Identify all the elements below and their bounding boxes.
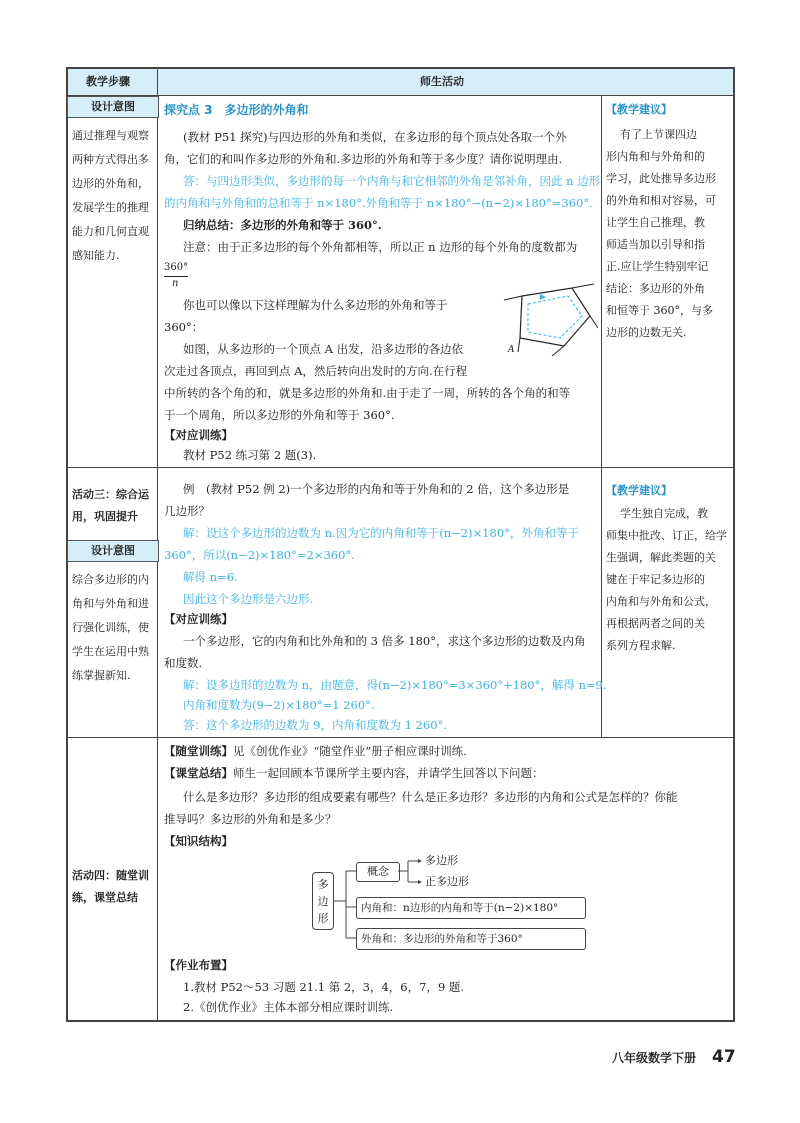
paragraph-2: 360°：	[164, 320, 204, 334]
training-label: 【对应训练】	[164, 428, 233, 442]
training-solution: 答：这个多边形的边数为 9，内角和度数为 1 260°.	[183, 718, 447, 732]
activity4-label: 活动四：随堂训	[72, 869, 149, 882]
structure-label: 【知识结构】	[164, 834, 233, 848]
header-divider	[66, 95, 734, 96]
polygon-walk-figure	[502, 276, 598, 356]
note-fraction-den: n	[172, 278, 179, 289]
footer-book-title: 八年级数学下册	[612, 1051, 697, 1065]
homework-label: 【作业布置】	[164, 958, 233, 972]
example-text: 几边形？	[164, 504, 210, 518]
design-intent-label: 设计意图	[67, 96, 159, 118]
concept-item: 多边形	[425, 854, 458, 867]
design-intent-label: 设计意图	[67, 540, 159, 562]
interior-angle-box: 内角和：n边形的内角和等于(n−2)×180°	[356, 897, 586, 919]
paragraph-3: 如图，从多边形的一个顶点 A 出发，沿多边形的各边依	[183, 342, 464, 356]
solution-text: 因此这个多边形是六边形.	[183, 592, 314, 606]
paragraph-2: 你也可以像以下这样理解为什么多边形的外角和等于	[183, 298, 448, 312]
page-number: 47	[712, 1047, 736, 1067]
table-border-bottom	[66, 1020, 734, 1022]
note-fraction-num: 360°	[164, 262, 189, 273]
table-header-bg	[66, 67, 733, 96]
training-label: 【对应训练】	[164, 612, 233, 626]
training-text: 和度数.	[164, 656, 203, 670]
teaching-suggestion-label: 【教学建议】	[606, 103, 672, 116]
training-text: 一个多边形，它的内角和比外角和的 3 倍多 180°，求这个多边形的边数及内角	[183, 634, 586, 648]
training-solution: 解：设多边形的边数为 n，由题意，得(n−2)×180°=3×360°+180°，解得 n=9.	[183, 678, 607, 692]
activity3-label: 用，巩固提升	[72, 510, 138, 523]
paragraph-3: 于一个周角，所以多边形的外角和等于 360°.	[164, 408, 395, 422]
sugg-divider-row1	[601, 96, 602, 467]
concept-item: 正多边形	[425, 875, 469, 888]
summary-text: 归纳总结：多边形的外角和等于 360°.	[183, 218, 382, 232]
homework-item: 2.《创优作业》主体本部分相应课时训练.	[183, 1000, 394, 1014]
answer-text: 的内角和与外角和的总和等于 n×180°.外角和等于 n×180°−(n−2)×180°=360°.	[164, 196, 593, 210]
answer-text: 答：与四边形类似，多边形的每一个内角与和它相邻的外角是邻补角，因此 n 边形	[183, 174, 601, 188]
question-text: 什么是多边形？多边形的组成要素有哪些？什么是正多边形？多边形的内角和公式是怎样的？你能	[183, 790, 678, 804]
solution-text: 解得 n=6.	[183, 570, 238, 584]
concept-box: 概念	[356, 862, 400, 882]
activity3-label: 活动三：综合运	[72, 488, 149, 501]
paragraph-1: (教材 P51 探究)与四边形的外角和类似，在多边形的每个顶点处各取一个外	[183, 130, 567, 144]
structure-root-box: 多 边 形	[312, 872, 334, 930]
table-border-top	[66, 67, 734, 69]
solution-text: 解：设这个多边形的边数为 n.因为它的内角和等于(n−2)×180°，外角和等于	[183, 526, 579, 540]
activity4-label: 练，课堂总结	[72, 891, 138, 904]
row2-divider	[66, 737, 734, 738]
class-summary-line: 【课堂总结】师生一起回顾本节课所学主要内容，并请学生回答以下问题：	[164, 766, 544, 780]
training-text: 教材 P52 练习第 2 题(3).	[183, 448, 317, 462]
header-activity: 师生活动	[420, 75, 464, 88]
svg-text:A: A	[508, 345, 515, 355]
homework-item: 1.教材 P52～53 习题 21.1 第 2，3，4，6，7，9 题.	[183, 980, 465, 994]
paragraph-1: 角，它们的和叫作多边形的外角和.多边形的外角和等于多少度？请你说明理由.	[164, 152, 563, 166]
teaching-suggestion-label: 【教学建议】	[606, 484, 672, 497]
exterior-angle-box: 外角和：多边形的外角和等于360°	[356, 928, 586, 950]
example-text: 例 (教材 P52 例 2)一个多边形的内角和等于外角和的 2 倍，这个多边形是	[183, 482, 570, 496]
note-text: 注意：由于正多边形的每个外角都相等，所以正 n 边形的每个外角的度数都为	[183, 240, 578, 254]
header-step: 教学步骤	[86, 75, 130, 88]
paragraph-3: 中所转的各个角的和，就是多边形的外角和.由于走了一周，所转的各个角的和等	[164, 386, 571, 400]
paragraph-3: 次走过各顶点，再回到点 A，然后转向出发时的方向.在行程	[164, 364, 468, 378]
question-text: 推导吗？多边形的外角和是多少？	[164, 812, 337, 826]
training-solution: 内角和度数为(9−2)×180°=1 260°.	[183, 698, 375, 712]
table-border-right	[733, 67, 735, 1022]
solution-text: 360°，所以(n−2)×180°=2×360°.	[164, 548, 355, 562]
row1-divider	[66, 467, 734, 468]
section-title: 探究点 3 多边形的外角和	[164, 103, 309, 117]
practice-line: 【随堂训练】见《创优作业》“随堂作业”册子相应课时训练.	[164, 744, 467, 758]
sugg-divider-row2	[601, 468, 602, 737]
